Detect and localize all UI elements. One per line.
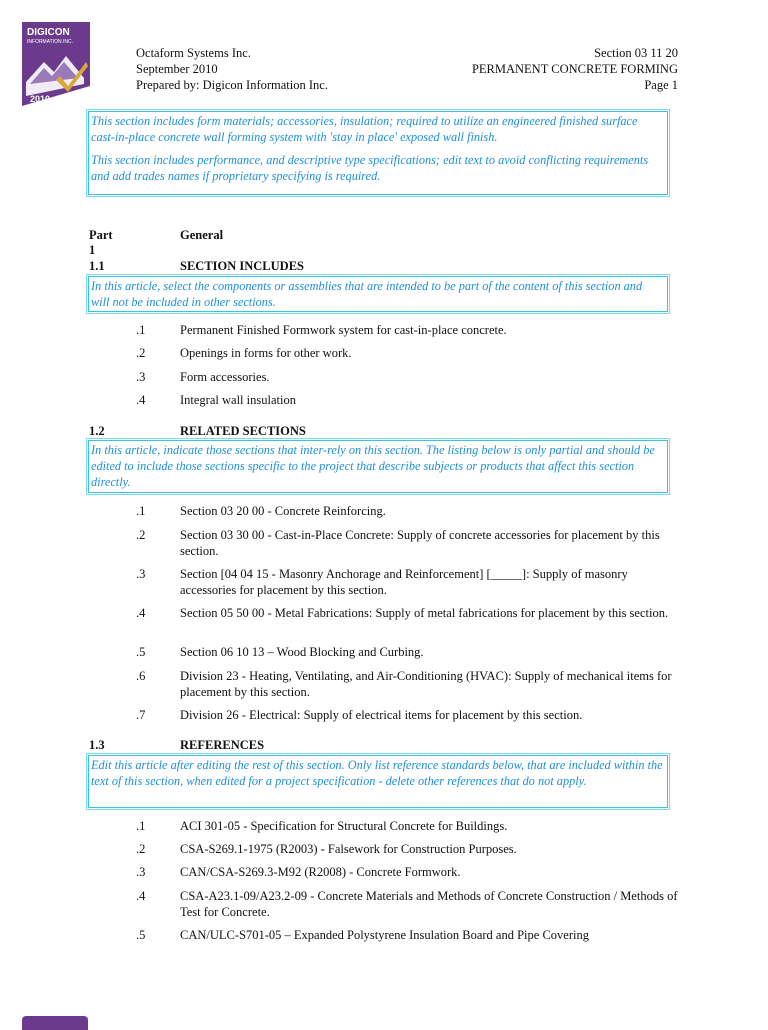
document-date: September 2010 xyxy=(136,62,218,76)
svg-text:INFORMATION INC.: INFORMATION INC. xyxy=(27,39,74,45)
next-page-logo-edge xyxy=(22,1016,88,1030)
page-number: Page 1 xyxy=(644,78,678,92)
note-1-2: In this article, indicate those sections that inter-rely on this section. The listing below is only partial and should be edited to include those sections specific to the project that describe subjects or products that affect this section directly. xyxy=(88,440,668,493)
prepared-by: Prepared by: Digicon Information Inc. xyxy=(136,78,328,92)
intro-note xyxy=(88,111,668,195)
svg-text:DIGICON: DIGICON xyxy=(27,27,70,38)
header-right xyxy=(472,45,678,93)
svg-text:2010: 2010 xyxy=(30,94,51,104)
header-left xyxy=(136,45,328,93)
note-1-3: Edit this article after editing the rest of this section. Only list reference standards below, that are included within the text of this section, when edited for a project specification - delete other references that do not apply. xyxy=(88,755,668,808)
section-number: Section 03 11 20 xyxy=(594,46,678,60)
intro-note-p2: This section includes performance, and descriptive type specifications; edit text to avoid conflicting requirements and add trades names if proprietary specifying is required. xyxy=(91,153,649,183)
section-title: PERMANENT CONCRETE FORMING xyxy=(471,62,678,76)
note-1-1: In this article, select the components or assemblies that are intended to be part of the content of this section and will not be included in other sections. xyxy=(88,276,668,312)
company-name: Octaform Systems Inc. xyxy=(136,46,251,60)
digicon-logo xyxy=(22,22,90,106)
intro-note-p1: This section includes form materials; accessories, insulation; required to utilize an engineered finished surface cast-in-place concrete wall forming system with 'stay in place' exposed wall finish. xyxy=(91,114,638,144)
